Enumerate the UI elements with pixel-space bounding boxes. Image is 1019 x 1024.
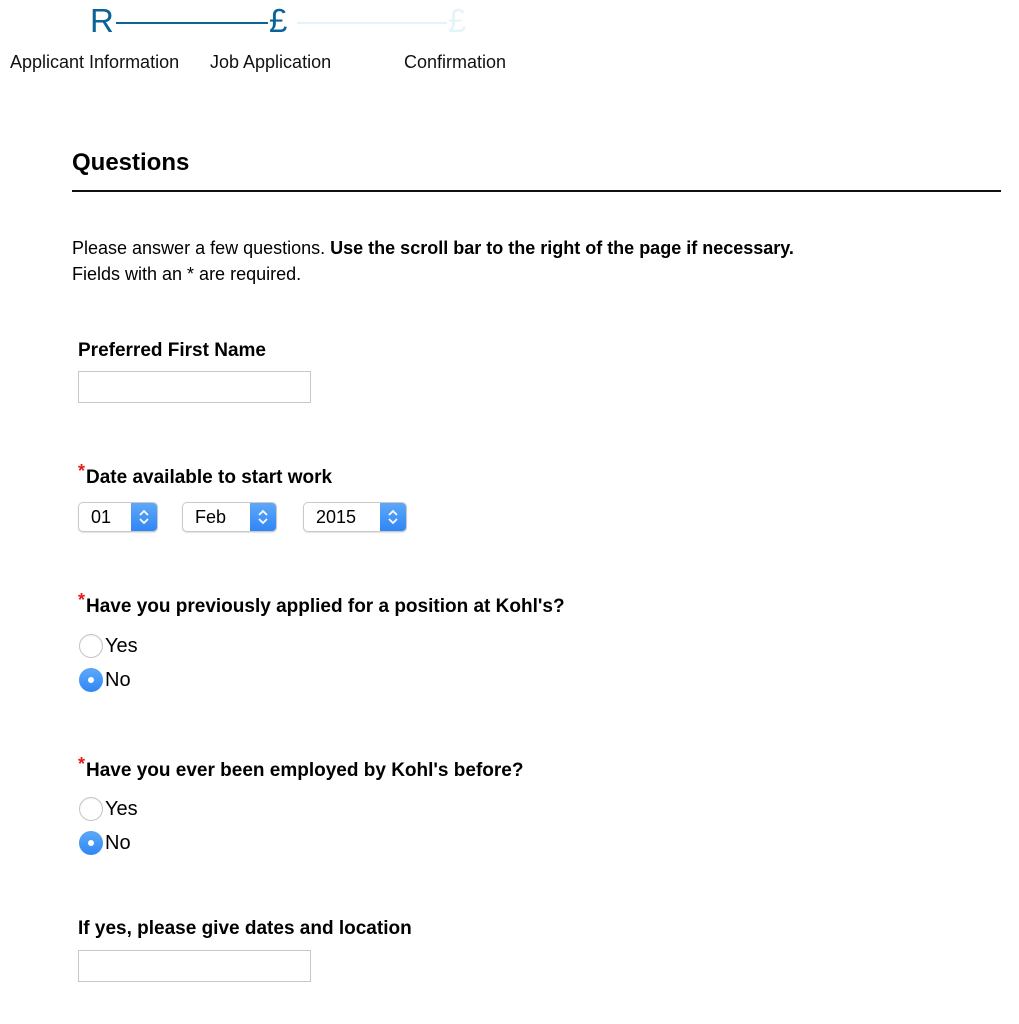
intro-plain: Please answer a few questions. [72, 238, 331, 258]
previously-applied-no-radio[interactable] [79, 668, 103, 692]
previously-applied-label-text: Have you previously applied for a position at Kohl's? [86, 596, 565, 617]
step-job-application-icon: £ [269, 2, 288, 39]
start-year-value: 2015 [316, 507, 357, 527]
previously-applied-no-option[interactable] [79, 667, 131, 693]
previously-applied-yes-option[interactable] [79, 633, 138, 659]
radio-label: No [105, 669, 131, 691]
previously-applied-yes-radio[interactable] [79, 634, 103, 658]
preferred-first-name-input[interactable] [78, 371, 311, 403]
previously-employed-no-option[interactable] [79, 830, 131, 856]
intro-text [72, 235, 1012, 287]
step-confirmation-icon: £ [448, 2, 467, 39]
previously-employed-yes-radio[interactable] [79, 797, 103, 821]
previously-employed-label-text: Have you ever been employed by Kohl's before? [86, 760, 524, 781]
select-stepper-icon [131, 503, 157, 531]
step-applicant-information-icon: R [90, 2, 114, 39]
previously-employed-no-radio[interactable] [79, 831, 103, 855]
step-label-job-application: Job Application [210, 52, 332, 72]
preferred-first-name-label: Preferred First Name [78, 340, 266, 361]
start-day-value: 01 [91, 507, 112, 527]
start-date-label [78, 461, 333, 490]
section-title: Questions [72, 149, 190, 176]
radio-label: Yes [105, 635, 138, 657]
start-month-value: Feb [195, 507, 227, 527]
start-month-select[interactable] [182, 502, 277, 532]
start-day-select[interactable] [78, 502, 158, 532]
start-date-label-text: Date available to start work [86, 467, 333, 488]
intro-bold: Use the scroll bar to the right of the page if necessary. [330, 238, 794, 258]
previously-employed-yes-option[interactable] [79, 796, 138, 822]
select-stepper-icon [380, 503, 406, 531]
step-connector-upcoming [297, 22, 447, 24]
step-label-applicant-information: Applicant Information [10, 52, 180, 72]
step-label-confirmation: Confirmation [404, 52, 507, 72]
previously-employed-label [78, 754, 524, 783]
progress-stepper [0, 0, 540, 80]
required-asterisk: * [78, 461, 86, 481]
radio-label: Yes [105, 798, 138, 820]
previously-applied-label [78, 590, 565, 619]
employment-details-label: If yes, please give dates and location [78, 918, 412, 939]
section-divider [72, 190, 1001, 192]
radio-label: No [105, 832, 131, 854]
required-asterisk: * [78, 590, 86, 610]
step-connector-complete [116, 22, 268, 24]
required-asterisk: * [78, 754, 86, 774]
required-note: Fields with an * are required. [72, 264, 302, 284]
employment-details-input[interactable] [78, 950, 311, 982]
select-stepper-icon [250, 503, 276, 531]
start-year-select[interactable] [303, 502, 407, 532]
